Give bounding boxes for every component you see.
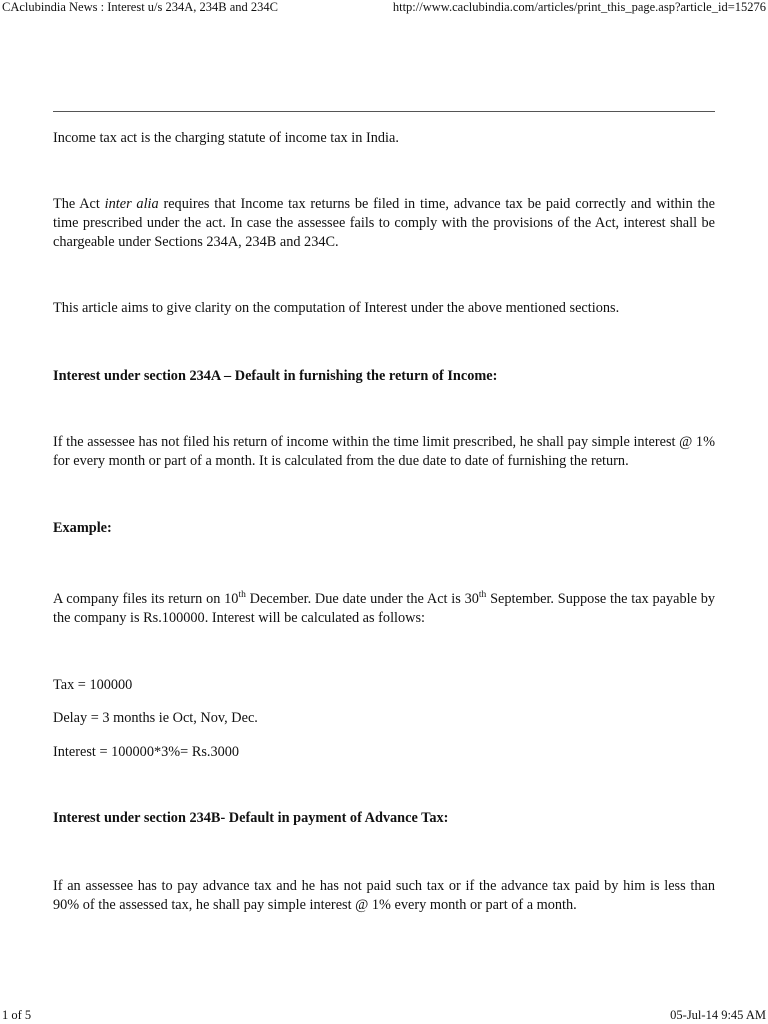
superscript: th xyxy=(238,590,246,600)
paragraph-234a-description: If the assessee has not filed his return of income within the time limit prescribed, he shall pay simple interest @ 1% for every month or part of a month. It is calculated from the due date to date of furnishing the return. xyxy=(53,434,715,469)
heading-section-234a: Interest under section 234A – Default in furnishing the return of Income: xyxy=(53,368,498,384)
print-footer-datetime: 05-Jul-14 9:45 AM xyxy=(670,1008,766,1022)
heading-section-234b: Interest under section 234B- Default in payment of Advance Tax: xyxy=(53,810,449,826)
paragraph-intro: Income tax act is the charging statute of income tax in India. xyxy=(53,130,399,146)
paragraph-234b-description: If an assessee has to pay advance tax and he has not paid such tax or if the advance tax paid by him is less than 90% of the assessed tax, he shall pay simple interest @ 1% every month or part of a month. xyxy=(53,878,715,913)
horizontal-divider xyxy=(53,111,715,112)
heading-example: Example: xyxy=(53,520,112,536)
text-run: requires that Income tax returns be filed in time, advance tax be paid correctly and within the time prescribed under the act. In case the assessee fails to comply with the provisions of the Act, interest shall be chargeable under Sections 234A, 234B and 234C. xyxy=(53,196,716,250)
text-run: December. Due date under the Act is 30 xyxy=(245,591,479,607)
print-header-url: http://www.caclubindia.com/articles/print_this_page.asp?article_id=15276 xyxy=(392,0,766,14)
calc-interest: Interest = 100000*3%= Rs.3000 xyxy=(53,744,240,760)
superscript: th xyxy=(478,590,487,600)
paragraph-example xyxy=(53,590,715,628)
print-header-title: CAclubindia News : Interest u/s 234A, 234B and 234C xyxy=(2,0,279,14)
text-run: A company files its return on 10 xyxy=(53,591,239,607)
calc-delay: Delay = 3 months ie Oct, Nov, Dec. xyxy=(53,710,258,726)
text-run: September. Suppose the tax payable by the company is Rs.100000. Interest will be calculated as follows: xyxy=(53,591,716,626)
paragraph-act-requirements xyxy=(53,195,715,252)
italic-text: inter alia xyxy=(104,196,159,212)
text-run: The Act xyxy=(53,196,105,212)
print-footer-page-number: 1 of 5 xyxy=(2,1008,32,1022)
calc-tax: Tax = 100000 xyxy=(53,677,133,693)
paragraph-article-aim: This article aims to give clarity on the computation of Interest under the above mentioned sections. xyxy=(53,300,620,316)
